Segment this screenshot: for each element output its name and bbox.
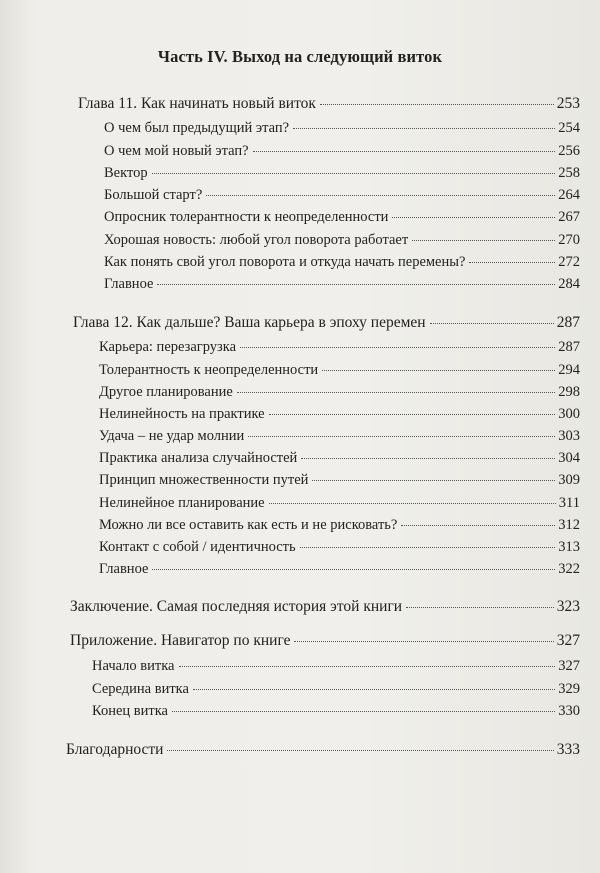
toc-entry-title: Приложение. Навигатор по книге [70, 632, 291, 649]
toc-entry[interactable] [104, 142, 580, 160]
toc-entry-page: 304 [558, 450, 580, 466]
toc-entry-title: Другое планирование [99, 384, 233, 400]
leader-dots [193, 688, 555, 690]
toc-entry-page: 313 [558, 539, 580, 555]
toc-entry-title: Вектор [104, 165, 148, 181]
toc-entry-page: 329 [558, 681, 580, 697]
toc-entry[interactable] [99, 560, 580, 578]
toc-entry-title: Опросник толерантности к неопределенности [104, 209, 389, 225]
toc-entry-page: 322 [558, 561, 580, 577]
toc-entry-title: Глава 11. Как начинать новый виток [78, 95, 316, 112]
leader-dots [237, 391, 555, 393]
leader-dots [152, 568, 555, 570]
toc-entry-title: Хорошая новость: любой угол поворота работает [104, 232, 409, 248]
toc-entry-title: Заключение. Самая последняя история этой книги [70, 598, 403, 615]
toc-entry-page: 264 [558, 187, 580, 203]
toc-entry[interactable] [104, 275, 580, 293]
toc-entry-page: 254 [558, 120, 580, 136]
toc-entry-title: Главное [99, 561, 149, 577]
leader-dots [253, 150, 556, 152]
toc-entry-chapter-12[interactable] [73, 314, 580, 332]
toc-entry-page: 294 [558, 362, 580, 378]
leader-dots [322, 369, 555, 371]
toc-entry-title: Контакт с собой / идентичность [99, 539, 296, 555]
leader-dots [293, 127, 555, 129]
leader-dots [167, 749, 553, 751]
toc-entry[interactable] [99, 405, 580, 423]
toc-entry-title: Главное [104, 276, 154, 292]
leader-dots [301, 457, 555, 459]
toc-entry-conclusion[interactable] [70, 598, 580, 616]
toc-entry-title: Середина витка [92, 681, 189, 697]
toc-entry[interactable] [99, 338, 580, 356]
toc-entry-title: Большой старт? [104, 187, 203, 203]
toc-entry-page: 309 [558, 472, 580, 488]
toc-entry-page: 312 [558, 517, 580, 533]
toc-entry-page: 287 [556, 314, 580, 331]
toc-entry-page: 272 [558, 254, 580, 270]
toc-entry-page: 327 [558, 658, 580, 674]
leader-dots [430, 322, 554, 324]
toc-entry-title: Благодарности [66, 741, 164, 758]
toc-entry-chapter-11[interactable] [78, 95, 580, 113]
toc-entry-page: 284 [558, 276, 580, 292]
toc-entry[interactable] [99, 494, 580, 512]
leader-dots [294, 640, 553, 642]
toc-entry[interactable] [99, 361, 580, 379]
toc-entry-appendix[interactable] [70, 632, 580, 650]
toc-entry[interactable] [104, 164, 580, 182]
toc-entry-page: 303 [558, 428, 580, 444]
toc-entry[interactable] [92, 657, 580, 675]
toc-entry-page: 300 [558, 406, 580, 422]
leader-dots [248, 435, 555, 437]
toc-entry[interactable] [104, 231, 580, 249]
toc-entry[interactable] [99, 471, 580, 489]
toc-entry-page: 267 [558, 209, 580, 225]
toc-entry[interactable] [99, 538, 580, 556]
toc-entry-title: Начало витка [92, 658, 175, 674]
toc-entry[interactable] [99, 449, 580, 467]
part-title: Часть IV. Выход на следующий виток [157, 47, 443, 66]
leader-dots [269, 413, 556, 415]
toc-entry-title: О чем мой новый этап? [104, 143, 249, 159]
toc-entry[interactable] [104, 253, 580, 271]
toc-entry-page: 311 [558, 495, 580, 511]
toc-entry-page: 270 [558, 232, 580, 248]
leader-dots [320, 103, 554, 105]
toc-entry-acknowledgements[interactable] [66, 741, 580, 759]
leader-dots [401, 524, 555, 526]
leader-dots [179, 665, 556, 667]
toc-entry[interactable] [99, 427, 580, 445]
toc-entry[interactable] [104, 208, 580, 226]
leader-dots [392, 216, 555, 218]
toc-entry[interactable] [99, 516, 580, 534]
leader-dots [157, 283, 555, 285]
leader-dots [312, 479, 555, 481]
toc-entry-page: 258 [558, 165, 580, 181]
toc-entry-title: Можно ли все оставить как есть и не рисковать? [99, 517, 398, 533]
toc-entry-page: 327 [556, 632, 580, 649]
toc-entry-page: 256 [558, 143, 580, 159]
toc-entry-page: 298 [558, 384, 580, 400]
toc-entry-title: Удача – не удар молнии [99, 428, 245, 444]
leader-dots [152, 172, 556, 174]
toc-entry[interactable] [104, 186, 580, 204]
leader-dots [206, 194, 555, 196]
leader-dots [269, 502, 556, 504]
leader-dots [300, 546, 556, 548]
leader-dots [240, 346, 555, 348]
toc-entry-title: Карьера: перезагрузка [99, 339, 237, 355]
leader-dots [469, 261, 555, 263]
toc-entry-title: Толерантность к неопределенности [99, 362, 319, 378]
toc-entry-title: Глава 12. Как дальше? Ваша карьера в эпоху перемен [73, 314, 426, 331]
leader-dots [406, 606, 554, 608]
toc-entry[interactable] [104, 119, 580, 137]
toc-entry-title: Нелинейное планирование [99, 495, 265, 511]
toc-entry-title: О чем был предыдущий этап? [104, 120, 290, 136]
toc-entry-title: Принцип множественности путей [99, 472, 309, 488]
leader-dots [412, 239, 555, 241]
toc-entry-title: Конец витка [92, 703, 168, 719]
toc-entry-page: 253 [556, 95, 580, 112]
toc-entry[interactable] [92, 702, 580, 720]
toc-entry-title: Нелинейность на практике [99, 406, 265, 422]
toc-entry-title: Практика анализа случайностей [99, 450, 298, 466]
leader-dots [172, 710, 555, 712]
toc-entry-page: 287 [558, 339, 580, 355]
toc-entry[interactable] [99, 383, 580, 401]
toc-entry-page: 330 [558, 703, 580, 719]
toc-entry-title: Как понять свой угол поворота и откуда начать перемены? [104, 254, 466, 270]
toc-entry[interactable] [92, 680, 580, 698]
toc-entry-page: 333 [556, 741, 580, 758]
toc-entry-page: 323 [556, 598, 580, 615]
